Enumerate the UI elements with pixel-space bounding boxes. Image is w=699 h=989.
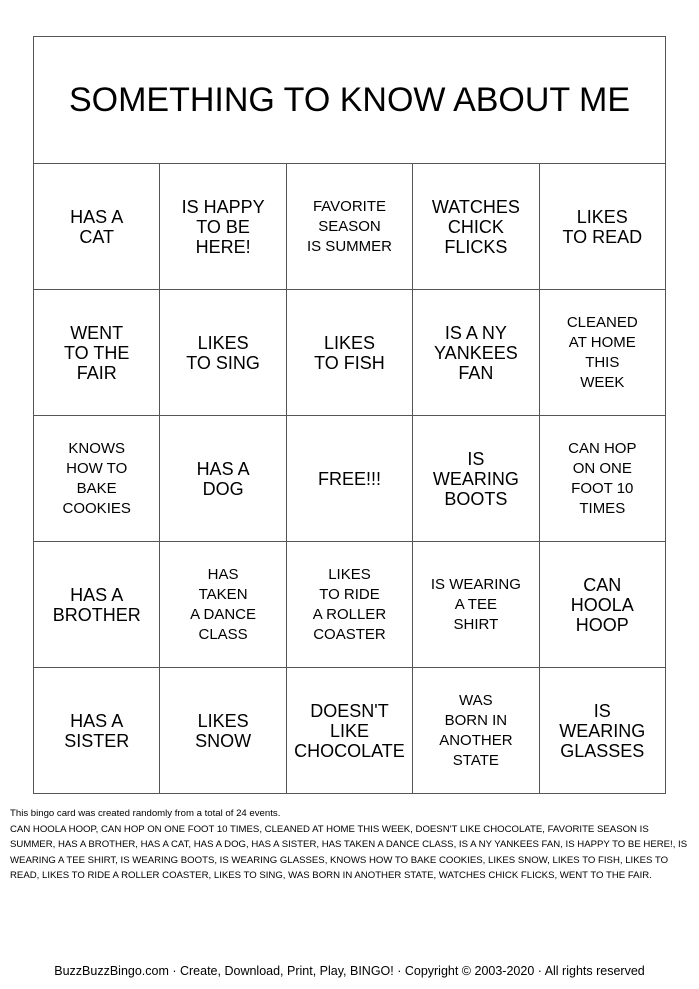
bingo-cell bbox=[539, 416, 665, 542]
cell-line: TO READ bbox=[562, 226, 643, 247]
cell-line: BORN IN bbox=[444, 711, 508, 729]
cell-line: HOOP bbox=[575, 614, 629, 635]
cell-line: DOESN'T bbox=[310, 700, 389, 721]
cell-line: TO RIDE bbox=[319, 585, 380, 603]
bingo-cell bbox=[34, 164, 160, 290]
cell-line: HAS A bbox=[70, 206, 124, 227]
cell-line: A DANCE bbox=[190, 605, 257, 623]
cell-line: DOG bbox=[202, 478, 244, 499]
cell-line: CAT bbox=[79, 226, 115, 247]
bingo-cell bbox=[539, 668, 665, 794]
cell-line: FAN bbox=[458, 362, 494, 383]
cell-line: THIS bbox=[585, 353, 620, 371]
bingo-cell bbox=[160, 416, 286, 542]
cell-line: GLASSES bbox=[560, 740, 645, 761]
cell-line: TO FISH bbox=[314, 352, 385, 373]
cell-line: HAS A bbox=[70, 710, 124, 731]
bingo-cell bbox=[539, 542, 665, 668]
cell-line: LIKES bbox=[576, 206, 628, 227]
cell-line: LIKES bbox=[197, 332, 249, 353]
bingo-cell bbox=[413, 290, 539, 416]
cell-line: IS bbox=[467, 448, 485, 469]
cell-line: COASTER bbox=[313, 625, 386, 643]
cell-line: SHIRT bbox=[453, 615, 499, 633]
card-title: SOMETHING TO KNOW ABOUT ME bbox=[34, 37, 666, 164]
cell-line: CLEANED bbox=[566, 313, 638, 331]
cell-line: KNOWS bbox=[68, 439, 126, 457]
cell-line: WENT bbox=[70, 322, 124, 343]
cell-line: LIKES bbox=[323, 332, 375, 353]
cell-line: FAVORITE bbox=[312, 197, 387, 215]
cell-line: CAN HOP bbox=[568, 439, 637, 457]
cell-line: WATCHES bbox=[431, 196, 520, 217]
bingo-cell bbox=[539, 164, 665, 290]
cell-line: HAS A bbox=[70, 584, 124, 605]
bingo-cell bbox=[413, 668, 539, 794]
cell-line: IS A NY bbox=[444, 322, 507, 343]
cell-line: FOOT 10 bbox=[571, 479, 634, 497]
bingo-cell bbox=[34, 668, 160, 794]
cell-line: LIKES bbox=[328, 565, 371, 583]
cell-line: TAKEN bbox=[198, 585, 248, 603]
cell-line: AT HOME bbox=[568, 333, 636, 351]
cell-line: WAS bbox=[459, 691, 493, 709]
cell-line: COOKIES bbox=[62, 499, 131, 517]
bingo-cell bbox=[286, 668, 412, 794]
cell-line: TO BE bbox=[196, 216, 250, 237]
cell-line: FREE!!! bbox=[317, 468, 381, 489]
free-space-cell bbox=[286, 416, 412, 542]
footer-text bbox=[10, 806, 695, 884]
cell-line: CHICK bbox=[447, 216, 504, 237]
bingo-cell bbox=[160, 542, 286, 668]
cell-line: TO THE bbox=[64, 342, 130, 363]
cell-line: WEARING bbox=[432, 468, 519, 489]
bingo-cell bbox=[34, 290, 160, 416]
cell-line: HAS A bbox=[196, 458, 250, 479]
cell-line: LIKE bbox=[329, 720, 369, 741]
bingo-cell bbox=[160, 290, 286, 416]
cell-line: IS HAPPY bbox=[181, 196, 265, 217]
cell-line: FAIR bbox=[76, 362, 117, 383]
cell-line: IS SUMMER bbox=[306, 237, 392, 255]
card-row bbox=[34, 668, 666, 794]
bingo-cell bbox=[539, 290, 665, 416]
bingo-cell bbox=[34, 416, 160, 542]
cell-line: BOOTS bbox=[444, 488, 508, 509]
bingo-cell bbox=[413, 542, 539, 668]
card-row bbox=[34, 542, 666, 668]
cell-line: HERE! bbox=[195, 236, 251, 257]
cell-line: FLICKS bbox=[444, 236, 508, 257]
cell-line: WEEK bbox=[580, 373, 625, 391]
cell-line: CHOCOLATE bbox=[294, 740, 405, 761]
cell-line: SNOW bbox=[195, 730, 252, 751]
bingo-cell bbox=[286, 290, 412, 416]
bingo-cell bbox=[160, 164, 286, 290]
cell-line: WEARING bbox=[559, 720, 646, 741]
card-row bbox=[34, 290, 666, 416]
cell-line: CAN bbox=[583, 574, 622, 595]
cell-line: SISTER bbox=[64, 730, 130, 751]
cell-line: IS WEARING bbox=[430, 575, 521, 593]
cell-line: HAS bbox=[207, 565, 239, 583]
bingo-card bbox=[33, 36, 666, 794]
bingo-cell bbox=[413, 416, 539, 542]
cell-line: A ROLLER bbox=[312, 605, 387, 623]
cell-line: ANOTHER bbox=[439, 731, 513, 749]
cell-line: TO SING bbox=[186, 352, 260, 373]
copyright: BuzzBuzzBingo.com · Create, Download, Print, Play, BINGO! · Copyright © 2003-2020 · All rights reserved bbox=[54, 964, 645, 978]
bingo-cell bbox=[413, 164, 539, 290]
cell-line: HOOLA bbox=[570, 594, 634, 615]
bingo-cell bbox=[34, 542, 160, 668]
cell-line: LIKES bbox=[197, 710, 249, 731]
cell-line: A TEE bbox=[454, 595, 497, 613]
bingo-cell bbox=[160, 668, 286, 794]
cell-line: YANKEES bbox=[434, 342, 518, 363]
cell-line: ON ONE bbox=[572, 459, 632, 477]
card-row bbox=[34, 164, 666, 290]
footer-intro: This bingo card was created randomly from a total of 24 events. bbox=[10, 808, 281, 819]
cell-line: CLASS bbox=[198, 625, 248, 643]
footer-events: CAN HOOLA HOOP, CAN HOP ON ONE FOOT 10 TIMES, CLEANED AT HOME THIS WEEK, DOESN'T LIKE CHOCOLATE, FAVORITE SEASON IS SUMMER, HAS A BROTHER, HAS A CAT, HAS A DOG, HAS A SISTER, HAS TAKEN A DANCE CLASS, IS A NY YANKEES FAN, IS HAPPY TO BE HERE!, IS WEARING A TEE SHIRT, IS WEARING BOOTS, IS WEARING GLASSES, KNOWS HOW TO BAKE COOKIES, LIKES SNOW, LIKES TO FISH, LIKES TO READ, LIKES TO RIDE A ROLLER COASTER, LIKES TO SING, WAS BORN IN ANOTHER STATE, WATCHES CHICK FLICKS, WENT TO THE FAIR. bbox=[10, 823, 688, 881]
bingo-cell bbox=[286, 164, 412, 290]
cell-line: HOW TO bbox=[66, 459, 128, 477]
bingo-cell bbox=[286, 542, 412, 668]
card-row bbox=[34, 416, 666, 542]
cell-line: BAKE bbox=[76, 479, 117, 497]
cell-line: IS bbox=[593, 700, 611, 721]
cell-line: SEASON bbox=[318, 217, 381, 235]
cell-line: STATE bbox=[452, 751, 499, 769]
cell-line: BROTHER bbox=[52, 604, 141, 625]
cell-line: TIMES bbox=[579, 499, 626, 517]
